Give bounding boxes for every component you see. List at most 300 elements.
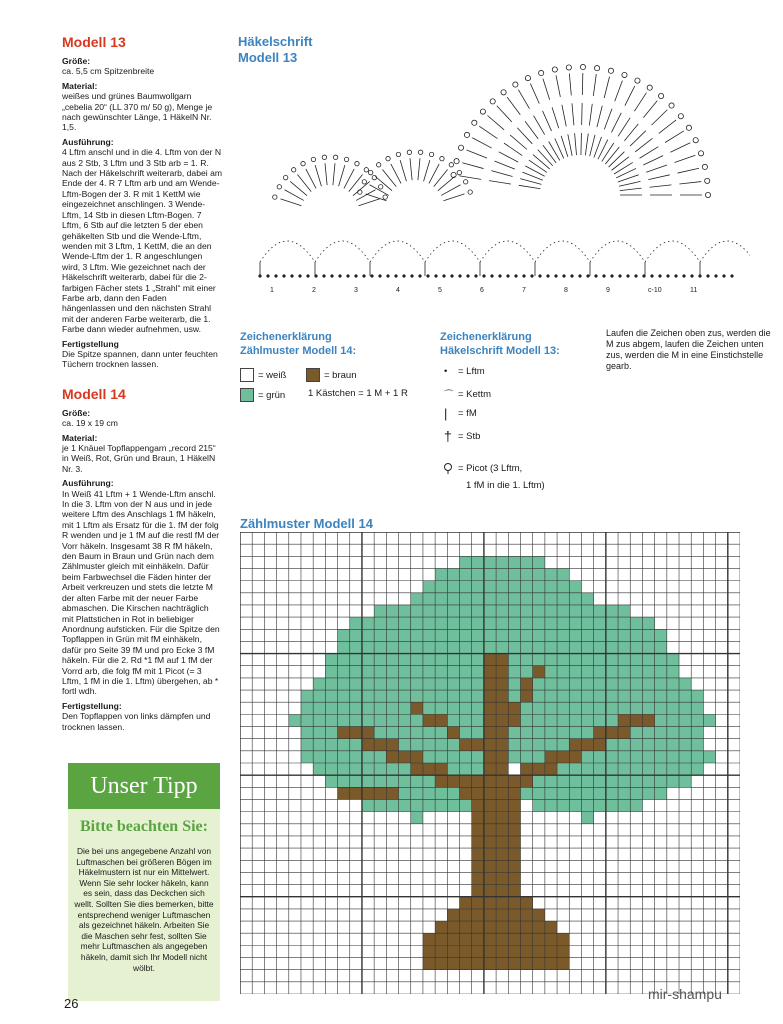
stitch-stroke — [543, 111, 552, 131]
green-cell — [472, 702, 484, 714]
green-cell — [374, 751, 386, 763]
green-cell — [325, 739, 337, 751]
picot-mark — [490, 99, 495, 104]
picot-mark — [311, 157, 315, 161]
green-cell — [399, 641, 411, 653]
arc-icon: ⌒ — [444, 390, 454, 401]
green-cell — [545, 654, 557, 666]
green-cell — [325, 727, 337, 739]
green-cell — [386, 678, 398, 690]
green-cell — [325, 678, 337, 690]
chain-dot — [683, 275, 685, 277]
brown-cell — [533, 763, 545, 775]
legend13-title — [440, 330, 560, 358]
green-cell — [399, 775, 411, 787]
material-label: Material: — [62, 432, 98, 443]
green-cell — [423, 775, 435, 787]
green-cell — [655, 739, 667, 751]
green-cell — [569, 727, 581, 739]
green-cell — [594, 641, 606, 653]
green-cell — [350, 641, 362, 653]
finishing-text: Die Spitze spannen, dann unter feuchten Tüchern trocknen lassen. — [62, 348, 218, 370]
picot-mark — [273, 195, 277, 199]
brown-cell — [508, 775, 520, 787]
chain-dot — [723, 275, 725, 277]
green-cell — [411, 775, 423, 787]
brown-cell — [484, 945, 496, 957]
stitch-stroke — [510, 135, 527, 149]
picot-mark — [552, 67, 557, 72]
green-cell — [667, 702, 679, 714]
green-cell — [301, 727, 313, 739]
green-cell — [594, 666, 606, 678]
brown-cell — [460, 945, 472, 957]
brown-cell — [496, 702, 508, 714]
green-cell — [533, 641, 545, 653]
green-cell — [374, 641, 386, 653]
green-cell — [557, 714, 569, 726]
brown-cell — [484, 714, 496, 726]
picot-mark — [594, 66, 599, 71]
picot-mark — [355, 161, 359, 165]
green-cell — [386, 702, 398, 714]
green-cell — [362, 678, 374, 690]
stitch-stroke — [507, 97, 520, 115]
brown-cell — [533, 909, 545, 921]
brown-cell — [447, 958, 459, 970]
green-cell — [557, 666, 569, 678]
green-cell — [386, 763, 398, 775]
stitch-stroke — [441, 185, 460, 196]
green-cell — [581, 666, 593, 678]
brown-cell — [520, 958, 532, 970]
chain-dot — [419, 275, 421, 277]
green-cell — [520, 702, 532, 714]
green-cell — [533, 702, 545, 714]
green-cell — [374, 775, 386, 787]
green-cell — [569, 581, 581, 593]
stitch-stroke — [285, 190, 304, 201]
green-cell — [447, 739, 459, 751]
bar-icon: | — [444, 406, 448, 421]
brown-cell — [399, 751, 411, 763]
picot-mark — [362, 180, 366, 184]
green-cell — [447, 787, 459, 799]
green-cell — [460, 763, 472, 775]
legend-braun — [306, 368, 357, 382]
green-cell — [350, 751, 362, 763]
brown-cell — [447, 909, 459, 921]
chain-dot — [715, 275, 717, 277]
green-cell — [569, 787, 581, 799]
stitch-stroke — [568, 134, 572, 156]
chain-dot — [379, 275, 381, 277]
green-cell — [362, 690, 374, 702]
chain-dot — [571, 275, 573, 277]
chain-dot — [355, 275, 357, 277]
green-cell — [569, 593, 581, 605]
green-cell — [545, 714, 557, 726]
chain-dot — [459, 275, 461, 277]
green-cell — [447, 751, 459, 763]
brown-cell — [533, 933, 545, 945]
green-cell — [338, 666, 350, 678]
brown-cell — [484, 775, 496, 787]
stitch-stroke — [624, 124, 638, 141]
chain-dot — [611, 275, 613, 277]
green-cell — [606, 654, 618, 666]
brown-cell — [496, 958, 508, 970]
green-cell — [325, 763, 337, 775]
stitch-stroke — [640, 147, 659, 159]
brown-cell — [545, 921, 557, 933]
chain-dot — [323, 275, 325, 277]
green-cell — [618, 787, 630, 799]
picot-mark — [383, 195, 387, 199]
brown-cell — [520, 690, 532, 702]
green-cell — [435, 654, 447, 666]
legend-picot-label: = Picot (3 Lftm, — [458, 462, 523, 474]
brown-cell — [496, 714, 508, 726]
brown-cell — [533, 666, 545, 678]
stitch-stroke — [581, 133, 582, 155]
brown-cell — [435, 958, 447, 970]
green-cell — [618, 763, 630, 775]
green-cell — [460, 641, 472, 653]
brown-cell — [472, 775, 484, 787]
green-cell — [691, 702, 703, 714]
green-cell — [399, 605, 411, 617]
green-cell — [642, 787, 654, 799]
stitch-stroke — [429, 164, 439, 183]
green-cell — [362, 751, 374, 763]
brown-cell — [508, 836, 520, 848]
green-cell — [313, 678, 325, 690]
brown-cell — [496, 848, 508, 860]
brown-cell — [496, 654, 508, 666]
green-cell — [472, 727, 484, 739]
stitch-stroke — [582, 73, 583, 95]
green-cell — [520, 581, 532, 593]
legend14-title-line1: Zeichenerklärung — [240, 331, 332, 343]
brown-cell — [496, 860, 508, 872]
stitch-stroke — [556, 75, 560, 97]
green-cell — [655, 702, 667, 714]
green-cell — [496, 568, 508, 580]
stitch-stroke — [675, 155, 696, 162]
green-cell — [411, 799, 423, 811]
green-cell — [496, 593, 508, 605]
chain-dot — [299, 275, 301, 277]
green-cell — [399, 787, 411, 799]
green-cell — [533, 751, 545, 763]
green-cell — [520, 714, 532, 726]
green-cell — [667, 763, 679, 775]
stitch-stroke — [652, 110, 668, 125]
brown-cell — [411, 763, 423, 775]
green-cell — [642, 678, 654, 690]
chain-dot — [619, 275, 621, 277]
green-cell — [460, 751, 472, 763]
green-cell — [569, 666, 581, 678]
green-cell — [594, 629, 606, 641]
green-cell — [447, 605, 459, 617]
brown-cell — [338, 727, 350, 739]
picot-mark — [372, 175, 376, 179]
green-cell — [569, 605, 581, 617]
green-cell — [313, 714, 325, 726]
green-cell — [545, 775, 557, 787]
brown-cell — [496, 933, 508, 945]
green-cell — [460, 593, 472, 605]
finishing-label: Fertigstellung: — [62, 700, 122, 711]
green-cell — [630, 617, 642, 629]
chain-dot — [339, 275, 341, 277]
brown-cell — [362, 787, 374, 799]
execution-label: Ausführung: — [62, 478, 114, 489]
green-cell — [642, 666, 654, 678]
green-cell — [447, 641, 459, 653]
green-cell — [630, 702, 642, 714]
green-cell — [618, 666, 630, 678]
brown-cell — [496, 799, 508, 811]
green-cell — [484, 617, 496, 629]
brown-cell — [484, 751, 496, 763]
green-cell — [447, 666, 459, 678]
brown-cell — [496, 836, 508, 848]
modell13-execution — [62, 137, 222, 335]
brown-cell — [386, 787, 398, 799]
stitch-stroke — [569, 73, 571, 95]
green-cell — [460, 654, 472, 666]
green-cell — [399, 739, 411, 751]
brown-cell — [520, 678, 532, 690]
green-cell — [447, 581, 459, 593]
green-cell — [581, 702, 593, 714]
green-cell — [642, 739, 654, 751]
green-cell — [386, 714, 398, 726]
green-cell — [618, 739, 630, 751]
green-cell — [386, 799, 398, 811]
chain-dot — [595, 275, 597, 277]
green-cell — [460, 581, 472, 593]
green-cell — [472, 763, 484, 775]
green-cell — [667, 739, 679, 751]
green-cell — [642, 617, 654, 629]
brown-cell — [484, 860, 496, 872]
green-cell — [508, 654, 520, 666]
brown-cell — [484, 763, 496, 775]
green-cell — [679, 727, 691, 739]
brown-cell — [472, 933, 484, 945]
chain-dot — [587, 275, 589, 277]
brown-cell — [484, 933, 496, 945]
green-cell — [460, 568, 472, 580]
green-cell — [411, 714, 423, 726]
green-cell — [496, 581, 508, 593]
green-cell — [533, 690, 545, 702]
green-cell — [374, 654, 386, 666]
green-cell — [435, 605, 447, 617]
brown-cell — [472, 885, 484, 897]
green-cell — [399, 629, 411, 641]
stitch-stroke — [561, 136, 568, 157]
stitch-stroke — [467, 150, 487, 158]
green-cell — [350, 666, 362, 678]
brown-cell — [533, 921, 545, 933]
green-cell — [545, 678, 557, 690]
green-cell — [569, 690, 581, 702]
stitch-stroke — [400, 160, 406, 181]
green-cell — [374, 763, 386, 775]
brown-cell — [472, 945, 484, 957]
chain-dot — [259, 275, 261, 277]
green-cell — [557, 678, 569, 690]
green-cell — [399, 702, 411, 714]
brown-cell — [508, 909, 520, 921]
green-cell — [508, 593, 520, 605]
modell13-material — [62, 81, 222, 133]
green-cell — [679, 739, 691, 751]
green-cell — [679, 702, 691, 714]
picot-mark — [566, 65, 571, 70]
green-cell — [411, 617, 423, 629]
green-cell — [411, 678, 423, 690]
stitch-stroke — [635, 138, 652, 152]
green-cell — [618, 702, 630, 714]
stitch-stroke — [549, 141, 560, 160]
green-cell — [374, 629, 386, 641]
brown-cell — [545, 958, 557, 970]
brown-cell — [533, 958, 545, 970]
green-cell — [557, 641, 569, 653]
brown-cell — [508, 787, 520, 799]
green-cell — [630, 690, 642, 702]
green-cell — [423, 666, 435, 678]
green-cell — [545, 690, 557, 702]
stitch-stroke — [306, 169, 316, 188]
green-cell — [594, 751, 606, 763]
stitch-stroke — [575, 133, 577, 155]
green-cell — [484, 641, 496, 653]
stitch-stroke — [444, 194, 465, 201]
green-cell — [581, 812, 593, 824]
brown-cell — [484, 739, 496, 751]
green-cell — [411, 629, 423, 641]
green-cell — [447, 593, 459, 605]
stitch-stroke — [410, 158, 412, 180]
green-cell — [313, 763, 325, 775]
picot-mark — [635, 78, 640, 83]
stitch-stroke — [460, 176, 482, 179]
stitch-stroke — [344, 169, 354, 188]
green-cell — [386, 617, 398, 629]
green-cell — [386, 641, 398, 653]
chain-dot — [555, 275, 557, 277]
green-cell — [642, 690, 654, 702]
tree-pattern-grid — [240, 532, 740, 994]
brown-cell — [435, 763, 447, 775]
stitch-stroke — [620, 188, 642, 190]
brown-cell — [411, 702, 423, 714]
green-cell — [630, 775, 642, 787]
green-cell — [374, 678, 386, 690]
stitch-stroke — [525, 121, 538, 139]
picot-mark — [525, 75, 530, 80]
picot-mark — [418, 150, 422, 154]
green-cell — [594, 775, 606, 787]
green-cell — [557, 629, 569, 641]
material-text: weißes und grünes Baumwollgarn „cebelia 20“ (LL 370 m/ 50 g), Menge je nach gewünschter Länge, 1 HäkelN Nr. 1,5. — [62, 91, 213, 133]
legend-braun-label: = braun — [324, 369, 357, 381]
green-cell — [606, 775, 618, 787]
green-cell — [557, 799, 569, 811]
green-cell — [338, 690, 350, 702]
chain-dot — [659, 275, 661, 277]
row-label: 8 — [564, 287, 568, 294]
chain-dot — [627, 275, 629, 277]
brown-cell — [508, 897, 520, 909]
green-cell — [594, 605, 606, 617]
green-cell — [325, 751, 337, 763]
brown-cell — [484, 702, 496, 714]
green-cell — [447, 763, 459, 775]
picot-mark — [705, 178, 710, 183]
green-cell — [545, 581, 557, 593]
green-cell — [581, 799, 593, 811]
picot-mark — [539, 70, 544, 75]
green-cell — [508, 556, 520, 568]
green-cell — [655, 666, 667, 678]
brown-cell — [447, 945, 459, 957]
green-cell — [460, 605, 472, 617]
green-cell — [411, 593, 423, 605]
picot-icon — [442, 462, 454, 474]
brown-cell — [508, 714, 520, 726]
brown-cell — [472, 958, 484, 970]
green-cell — [618, 654, 630, 666]
green-cell — [460, 556, 472, 568]
green-cell — [520, 751, 532, 763]
stitch-stroke — [643, 156, 663, 165]
chain-dot — [483, 275, 485, 277]
chain-dot — [347, 275, 349, 277]
picot-mark — [301, 161, 305, 165]
green-cell — [374, 617, 386, 629]
brown-cell — [423, 945, 435, 957]
picot-mark — [368, 170, 372, 174]
brown-cell — [484, 799, 496, 811]
green-cell — [655, 714, 667, 726]
green-cell — [594, 617, 606, 629]
chain-dot — [675, 275, 677, 277]
brown-cell — [423, 763, 435, 775]
green-cell — [447, 617, 459, 629]
brown-cell — [508, 824, 520, 836]
chain-dot — [507, 275, 509, 277]
stitch-stroke — [602, 143, 614, 161]
brown-cell — [557, 751, 569, 763]
green-cell — [423, 799, 435, 811]
green-cell — [594, 654, 606, 666]
chain-dot — [331, 275, 333, 277]
green-cell — [338, 775, 350, 787]
row-label: 11 — [690, 287, 698, 294]
green-cell — [460, 702, 472, 714]
stitch-stroke — [517, 128, 532, 144]
green-cell — [472, 714, 484, 726]
legend14-title-line2: Zählmuster Modell 14: — [240, 345, 357, 357]
